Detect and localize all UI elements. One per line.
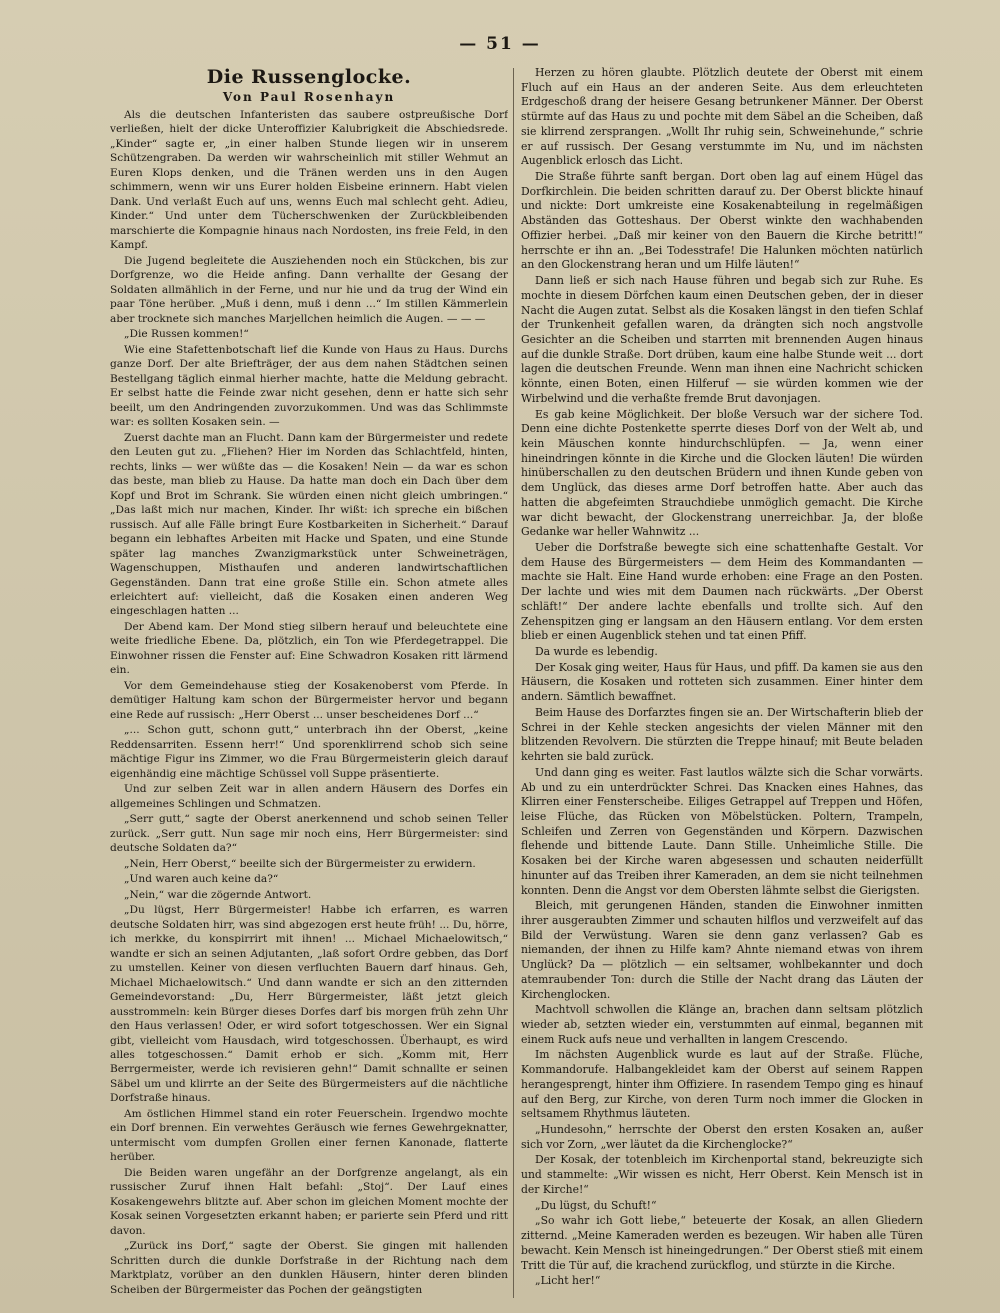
article-paragraph: Als die deutschen Infanteristen das saubere ostpreußische Dorf verließen, hielt der dicke Unteroffizier Kalubrigkeit die Abschiedsrede. „Kinder“ sagte er, „in einer halben Stunde liegen wir in unserem Schützengraben. Da werden wir wahrscheinlich mit stiller Wehmut an Euren Klops denken, und die Tränen werden uns in den Augen schimmern, wenn wir uns Eurer holden Eisbeine erinnern. Habt vielen Dank. Und verlaßt Euch auf uns, wenns Euch mal schlecht geht. Adieu, Kinder.“ Und unter dem Tücherschwenken der Zurückbleibenden marschierte die Kompagnie hinaus nach Nordosten, ins freie Feld, in den Kampf. — [110, 109, 508, 252]
article-paragraph: Herzen zu hören glaubte. Plötzlich deutete der Oberst mit einem Fluch auf ein Haus an der anderen Seite. Aus dem erleuchteten Erdgeschoß drang der heisere Gesang betrunkener Männer. Der Oberst stürmte auf das Haus zu und pochte mit dem Säbel an die Scheiben, daß sie klirrend zersprangen. „Wollt Ihr ruhig sein, Schweinehunde,“ schrie er auf russisch. Der Gesang verstummte im Nu, und im nächsten Augenblick erlosch das Licht. — [521, 66, 923, 168]
article-paragraph: „Nein, Herr Oberst,“ beeilte sich der Bürgermeister zu erwidern. — [124, 857, 476, 870]
article-paragraph: Vor dem Gemeindehause stieg der Kosakenoberst vom Pferde. In demütiger Haltung kam schon der Bürgermeister hervor und begann eine Rede auf russisch: „Herr Oberst ... unser bescheidenes Dorf ...“ — [110, 679, 508, 721]
article-paragraph: Es gab keine Möglichkeit. Der bloße Versuch war der sichere Tod. Denn eine dichte Postenkette sperrte dieses Dorf von der Welt ab, und kein Mäuschen konnte hindurchschlüpfen. — Ja, wenn einer hineindringen könnte in die Kirche und die Glocken läuten! Die würden hinüberschallen zu den deutschen Brüdern und ihnen Kunde geben von dem Unglück, das dieses arme Dorf betroffen hatte. Aber auch das hatten die abgefeimten Strauchdiebe unmöglich gemacht. Die Kirche war dicht bewacht, der Glockenstrang unerreichbar. Ja, der bloße Gedanke war heller Wahnwitz ... — [521, 407, 923, 539]
article-paragraph: Der Kosak, der totenbleich im Kirchenportal stand, bekreuzigte sich und stammelte: „Wir wissen es nicht, Herr Oberst. Kein Mensch ist in der Kirche!“ — [521, 1153, 923, 1196]
article-paragraph: „Du lügst, du Schuft!“ — [535, 1198, 657, 1212]
article-paragraph: Ueber die Dorfstraße bewegte sich eine schattenhafte Gestalt. Vor dem Hause des Bürgermeisters — dem Heim des Kommandanten — machte sie Halt. Eine Hand wurde erhoben: eine Frage an den Posten. Der lachte und wies mit dem Daumen nach rückwärts. „Der Oberst schläft!“ Der andere lachte ebenfalls und trollte sich. Auf den Zehenspitzen ging er langsam an den Häusern entlang. Vor dem ersten blieb er einen Augenblick stehen und tat einen Pfiff. — [521, 541, 923, 643]
right-column-paragraphs — [521, 66, 923, 1289]
article-paragraph: Bleich, mit gerungenen Händen, standen die Einwohner inmitten ihrer ausgeraubten Zimmer und schauten hilflos und verzweifelt auf das Bild der Verwüstung. Waren sie denn ganz verlassen? Gab es niemanden, der ihnen zu Hilfe kam? Ahnte niemand etwas von ihrem Unglück? Da — plötzlich — ein seltsamer, wohlbekannter und doch atemraubender Ton: durch die Stille der Nacht drang das Läuten der Kirchenglocken. — [521, 899, 923, 1001]
article-column-left — [110, 66, 508, 1298]
article-paragraph: „So wahr ich Gott liebe,“ beteuerte der Kosak, an allen Gliedern zitternd. „Meine Kameraden werden es bezeugen. Wir haben alle Türen bewacht. Kein Mensch ist hineingedrungen.“ Der Oberst stieß mit einem Tritt die Tür auf, die krachend zurückflog, und stürzte in die Kirche. — [521, 1214, 923, 1272]
article-paragraph: „Nein,“ war die zögernde Antwort. — [124, 888, 312, 901]
article-column-right — [521, 66, 923, 1298]
column-divider — [513, 68, 514, 1298]
page-number: — 51 — — [459, 34, 541, 54]
article-paragraph: Und dann ging es weiter. Fast lautlos wälzte sich die Schar vorwärts. Ab und zu ein unterdrückter Schrei. Das Knacken eines Hahnes, das Klirren einer Fensterscheibe. Eiliges Getrappel auf Treppen und Höfen, leise Flüche, das Rücken von Möbelstücken. Poltern, Trampeln, Schleifen und Zerren von Gegenständen und Körpern. Dazwischen flehende und bittende Laute. Dann Stille. Unheimliche Stille. Die Kosaken bei der Kirche waren abgesessen und schauten neiderfüllt hinunter auf das Treiben ihrer Kameraden, an dem sie nicht teilnehmen konnten. Denn die Angst vor dem Obersten lähmte selbst die Gierigsten. — [521, 765, 923, 897]
article-paragraph: Und zur selben Zeit war in allen andern Häusern des Dorfes ein allgemeines Schlingen und Schmatzen. — [110, 783, 508, 810]
article-paragraph: Die Straße führte sanft bergan. Dort oben lag auf einem Hügel das Dorfkirchlein. Die beiden schritten darauf zu. Der Oberst blickte hinauf und nickte: Dort umkreiste eine Kosakenabteilung in regelmäßigen Abständen das Gotteshaus. Der Oberst winkte den wachhabenden Offizier herbei. „Daß mir keiner von den Bauern die Kirche betritt!“ herrschte er ihn an. „Bei Todesstrafe! Die Halunken möchten natürlich an den Glockenstrang heran und um Hilfe läuten!“ — [521, 170, 923, 272]
article-paragraph: Machtvoll schwollen die Klänge an, brachen dann seltsam plötzlich wieder ab, setzten wieder ein, verstummten auf einmal, begannen mit einem Ruck aufs neue und verhallten in langem Crescendo. — [521, 1003, 923, 1046]
article-paragraph: Der Kosak ging weiter, Haus für Haus, und pfiff. Da kamen sie aus den Häusern, die Kosaken und rotteten sich zusammen. Einer hinter dem andern. Sämtlich bewaffnet. — [521, 660, 923, 704]
article-paragraph: „... Schon gutt, schonn gutt,“ unterbrach ihn der Oberst, „keine Reddensarriten. Essenn herr!“ Und sporenklirrend schob sich seine mächtige Figur ins Zimmer, wo die Frau Bürgermeisterin gleich darauf eigenhändig eine mächtige Schüssel voll Suppe präsentierte. — [110, 724, 508, 780]
article-title: Die Russenglocke. — [206, 66, 412, 88]
article-paragraph: Die Beiden waren ungefähr an der Dorfgrenze angelangt, als ein russischer Zuruf ihnen Halt befahl: „Stoj“. Der Lauf eines Kosakengewehrs blitzte auf. Aber schon im gleichen Moment mochte der Kosak seinen Vorgesetzten erkannt haben; er parierte sein Pferd und ritt davon. — [110, 1166, 508, 1237]
article-byline: Von Paul Rosenhayn — [222, 90, 396, 104]
article-paragraph: Im nächsten Augenblick wurde es laut auf der Straße. Flüche, Kommandorufe. Halbangekleidet kam der Oberst auf seinem Rappen herangesprengt, hinter ihm Offiziere. In rasendem Tempo ging es hinauf auf den Berg, zur Kirche, von deren Turm noch immer die Glocken in seltsamem Rhythmus läuteten. — [521, 1048, 923, 1121]
article-paragraph: Beim Hause des Dorfarztes fingen sie an. Der Wirtschafterin blieb der Schrei in der Kehle stecken angesichts der vielen Männer mit den blitzenden Revolvern. Die stürzten die Treppe hinauf; mit Beute beladen kehrten sie bald zurück. — [521, 705, 923, 764]
article-paragraph: Dann ließ er sich nach Hause führen und begab sich zur Ruhe. Es mochte in diesem Dörfchen kaum einen Deutschen geben, der in dieser Nacht die Augen zutat. Selbst als die Kosaken längst in den tiefen Schlaf der Trunkenheit gefallen waren, da drängten sich noch angstvolle Gesichter an die Scheiben und starrten mit brennenden Augen hinaus auf die dunkle Straße. Dort drüben, kaum eine halbe Stunde weit ... dort lagen die deutschen Freunde. Wenn man ihnen eine Nachricht schicken könnte, einen Boten, einen Hilferuf — sie würden kommen wie der Wirbelwind und die verhaßte fremde Brut davonjagen. — [521, 274, 923, 405]
article-paragraph: „Zurück ins Dorf,“ sagte der Oberst. Sie gingen mit hallenden Schritten durch die dunkle Dorfstraße in der Richtung nach dem Marktplatz, vorüber an den dunklen Häusern, hinter deren blinden Scheiben der Bürgermeister das Pochen der geängstigten — [110, 1240, 508, 1296]
article-paragraph: „Licht her!“ — [535, 1274, 601, 1288]
article-paragraph: „Und waren auch keine da?“ — [124, 873, 279, 886]
article-paragraph: Zuerst dachte man an Flucht. Dann kam der Bürgermeister und redete den Leuten gut zu. „Fliehen? Hier im Norden das Schlachtfeld, hinten, rechts, links — wer wüßte das — die Kosaken! Nein — da war es schon das beste, man blieb zu Hause. Da hatte man doch ein Dach über dem Kopf und Brot im Schrank. Sie würden einen nicht gleich umbringen.“ „Das laßt mich nur machen, Kinder. Ihr wißt: ich spreche ein bißchen russisch. Auf alle Fälle bringt Eure Kostbarkeiten in Sicherheit.“ Darauf begann ein lebhaftes Arbeiten mit Hacke und Spaten, und eine Stunde später lag manches Zwanzigmarkstück unter Schweineträgen, Wagenschuppen, Misthaufen und anderen landwirtschaftlichen Gegenständen. Dann trat eine große Stille ein. Schon atmete alles erleichtert auf: vielleicht, daß die Kosaken einen anderen Weg eingeschlagen hatten ... — [110, 431, 508, 618]
article-paragraph: Der Abend kam. Der Mond stieg silbern herauf und beleuchtete eine weite friedliche Ebene. Da, plötzlich, ein Ton wie Pferdegetrappel. Die Einwohner rissen die Fenster auf: Eine Schwadron Kosaken ritt lärmend ein. — [110, 620, 508, 677]
article-paragraph: Da wurde es lebendig. — [535, 645, 658, 659]
article-paragraph: „Du lügst, Herr Bürgermeister! Habbe ich erfarren, es warren deutsche Soldaten hirr, was sind abgezogen erst heute früh! ... Du, hörre, ich merkke, du konspirrirt mit ihnen! ... Michael Michaelowitsch,“ wandte er sich an seinen Adjutanten, „laß sofort Ordre gebben, das Dorf zu umstellen. Keiner von diesen verfluchten Bauern darf hinaus. Geh, Michael Michaelowitsch.“ Und dann wandte er sich an den zitternden Gemeindevorstand: „Du, Herr Bürgermeister, läßt jetzt gleich ausstrommeln: kein Bürger dieses Dorfes darf bis morgen früh zehn Uhr den Haus verlassen! Oder, er wird sofort totgeschossen. Wer ein Signal gibt, vielleicht vom Hausdach, wird totgeschossen. Überhaupt, es wird alles totgeschossen.“ Damit erhob er sich. „Komm mit, Herr Berrgermeister, werde ich revisieren gehn!“ Damit schnallte er seinen Säbel um und klirrte an der Seite des Bürgermeisters auf die nächtliche Dorfstraße hinaus. — [110, 904, 508, 1105]
article-paragraph: Wie eine Stafettenbotschaft lief die Kunde von Haus zu Haus. Durchs ganze Dorf. Der alte Briefträger, der aus dem nahen Städtchen seinen Bestellgang täglich einmal hierher machte, hatte die Meldung gebracht. Er selbst hatte die Feinde zwar nicht gesehen, denn er hatte sich sehr beeilt, um den Andringenden zuvorzukommen. Und was das Schlimmste war: es sollten Kosaken sein. — — [110, 343, 508, 429]
article-paragraph: „Serr gutt,“ sagte der Oberst anerkennend und schob seinen Teller zurück. „Serr gutt. Nun sage mir noch eins, Herr Bürgermeister: sind deutsche Soldaten da?“ — [110, 813, 508, 855]
article-paragraph: „Die Russen kommen!“ — [124, 328, 249, 341]
article-paragraph: Die Jugend begleitete die Ausziehenden noch ein Stückchen, bis zur Dorfgrenze, wo die Heide anfing. Dann verhallte der Gesang der Soldaten allmählich in der Ferne, und nur hie und da trug der Wind ein paar Töne herüber. „Muß i denn, muß i denn ...“ Im stillen Kämmerlein aber trocknete sich manches Marjellchen heimlich die Augen. — — — — [110, 254, 508, 325]
article-paragraph: Am östlichen Himmel stand ein roter Feuerschein. Irgendwo mochte ein Dorf brennen. Ein verwehtes Geräusch wie fernes Gewehrgeknatter, untermischt vom dumpfen Grollen einer fernen Kanonade, flatterte herüber. — [110, 1107, 508, 1164]
article-paragraph: „Hundesohn,“ herrschte der Oberst den ersten Kosaken an, außer sich vor Zorn, „wer läutet da die Kirchenglocke?“ — [521, 1123, 923, 1151]
left-column-paragraphs — [110, 108, 508, 1297]
